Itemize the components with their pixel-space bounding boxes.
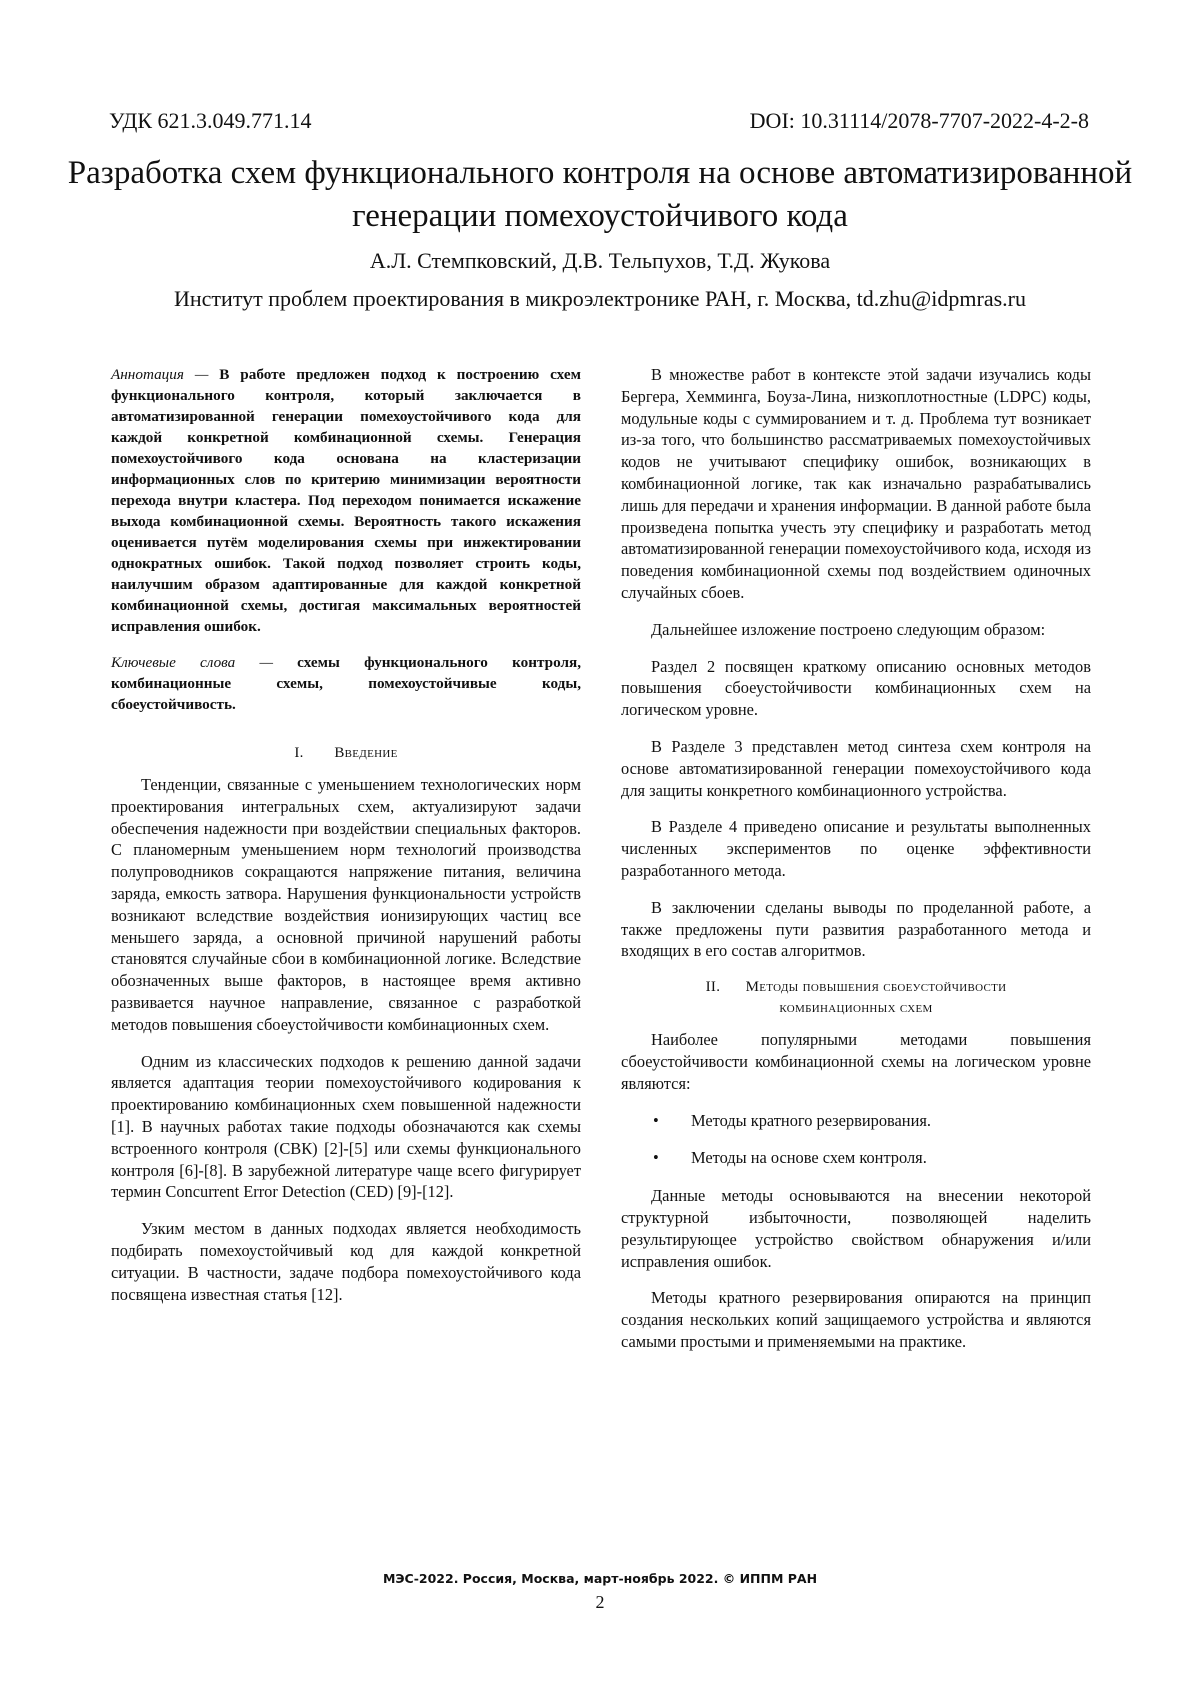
paragraph: В Разделе 3 представлен метод синтеза схем контроля на основе автоматизированной генерации помехоустойчивого кода для защиты конкретного комбинационного устройства. bbox=[621, 736, 1091, 800]
section-heading-introduction bbox=[111, 743, 581, 764]
authors: А.Л. Стемпковский, Д.В. Тельпухов, Т.Д. Жукова bbox=[369, 248, 831, 273]
bullet-icon: • bbox=[653, 1148, 659, 1168]
doi: DOI: 10.31114/2078-7707-2022-4-2-8 bbox=[749, 108, 1089, 133]
paper-title: Разработка схем функционального контроля на основе автоматизированной генерации помехоустойчивого кода bbox=[67, 155, 1133, 234]
paragraph: В Разделе 4 приведено описание и результаты выполненных численных экспериментов по оценке эффективности разработанного метода. bbox=[621, 817, 1091, 880]
paragraph: Дальнейшее изложение построено следующим образом: bbox=[651, 619, 1046, 639]
bullet-icon: • bbox=[653, 1110, 659, 1130]
list-item-text: Методы на основе схем контроля. bbox=[691, 1148, 927, 1168]
section-title-line2: комбинационных схем bbox=[779, 1000, 933, 1017]
paragraph: Тенденции, связанные с уменьшением технологических норм проектирования интегральных схем, актуализируют задачи обеспечения надежности при воздействии специальных факторов. С планомерным уменьшением норм технологий производства полупроводников сокращаются напряжение питания, величина заряда, емкость затвора. Нарушения функциональности устройств возникают вследствие воздействия ионизирующих частиц все меньшего заряда, а основной причиной нарушений работы становятся случайные сбои в комбинационной логике. Вследствие обозначенных выше факторов, в настоящее время активно развивается научное направление, связанное с разработкой методов повышения сбоеустойчивости комбинационных схем. bbox=[111, 775, 581, 1034]
keywords-label: Ключевые слова — bbox=[111, 654, 298, 671]
right-column bbox=[621, 364, 1091, 1368]
paragraph: Одним из классических подходов к решению данной задачи является адаптация теории помехоустойчивого кодирования к проектированию комбинационных схем повышенной надежности [1]. В научных работах такие подходы обозначаются как схемы встроенного контроля (СВК) [2]-[5] или схемы функционального контроля [6]-[8]. В зарубежной литературе чаще всего фигурирует термин Concurrent Error Detection (CED) [9]-[12]. bbox=[111, 1051, 581, 1202]
affiliation: Институт проблем проектирования в микроэлектронике РАН, г. Москва, td.zhu@idpmras.ru bbox=[174, 286, 1026, 311]
page-number: 2 bbox=[595, 1592, 605, 1612]
list-item bbox=[621, 1147, 1091, 1169]
list-item-text: Методы кратного резервирования. bbox=[691, 1110, 931, 1130]
udk-code: УДК 621.3.049.771.14 bbox=[109, 108, 312, 133]
paragraph: Методы кратного резервирования опираются на принцип создания нескольких копий защищаемого устройства и являются самыми простыми и применяемыми на практике. bbox=[621, 1288, 1091, 1351]
methods-list bbox=[621, 1110, 1091, 1170]
paragraph: Узким местом в данных подходах является необходимость подбирать помехоустойчивый код для каждой конкретной ситуации. В частности, задаче подбора помехоустойчивого кода посвящена известная статья [12]. bbox=[111, 1219, 581, 1304]
conference-footer: МЭС-2022. Россия, Москва, март-ноябрь 2022. © ИППМ РАН bbox=[382, 1571, 818, 1586]
list-item bbox=[621, 1110, 1091, 1132]
paragraph: В заключении сделаны выводы по проделанной работе, а также предложены пути развития разработанного метода и входящих в его состав алгоритмов. bbox=[621, 897, 1091, 961]
abstract-label: Аннотация — bbox=[111, 366, 220, 383]
section-title-line1: Методы повышения сбоеустойчивости bbox=[745, 979, 1007, 996]
section-number: I. bbox=[294, 745, 304, 761]
left-column bbox=[111, 364, 581, 1320]
section-title: Введение bbox=[334, 745, 398, 761]
keywords-text: схемы функционального контроля, комбинационные схемы, помехоустойчивые коды, сбоеустойчивость. bbox=[111, 654, 581, 713]
paragraph: Данные методы основываются на внесении некоторой структурной избыточности, позволяющей наделить результирующее устройство свойством обнаружения и/или исправления ошибок. bbox=[621, 1186, 1091, 1271]
section-heading-methods bbox=[621, 977, 1091, 1019]
section-number: II. bbox=[705, 979, 721, 996]
paragraph: В множестве работ в контексте этой задачи изучались коды Бергера, Хемминга, Боуза-Лина, низкоплотностные (LDPC) коды, модульные коды с суммированием и т. д. Проблема тут возникает из-за того, что большинство рассматриваемых помехоустойчивых кодов не учитывают специфику ошибок, возникающих в комбинационной логике, так как изначально разрабатывались лишь для передачи и хранения информации. В данной работе была произведена попытка учесть эту специфику и разработать метод автоматизированной генерации помехоустойчивого кода, исходя из поведения комбинационной схемы под воздействием одиночных случайных сбоев. bbox=[621, 365, 1091, 602]
abstract-text: В работе предложен подход к построению схем функционального контроля, который заключается в автоматизированной генерации помехоустойчивого кода для каждой конкретной комбинационной схемы. Генерация помехоустойчивого кода основана на кластеризации информационных слов по критерию минимизации вероятности перехода внутри кластера. Под переходом понимается искажение выхода комбинационной схемы. Вероятность такого искажения оценивается путём моделирования схемы при инжектировании однократных ошибок. Такой подход позволяет строить коды, наилучшим образом адаптированные для каждой конкретной комбинационной схемы, достигая максимальных вероятностей исправления ошибок. bbox=[111, 366, 581, 635]
keywords bbox=[111, 652, 581, 715]
paragraph: Раздел 2 посвящен краткому описанию основных методов повышения сбоеустойчивости комбинационных схем на логическом уровне. bbox=[621, 656, 1091, 720]
paragraph: Наиболее популярными методами повышения сбоеустойчивости комбинационной схемы на логическом уровне являются: bbox=[621, 1030, 1091, 1093]
abstract bbox=[111, 364, 581, 637]
